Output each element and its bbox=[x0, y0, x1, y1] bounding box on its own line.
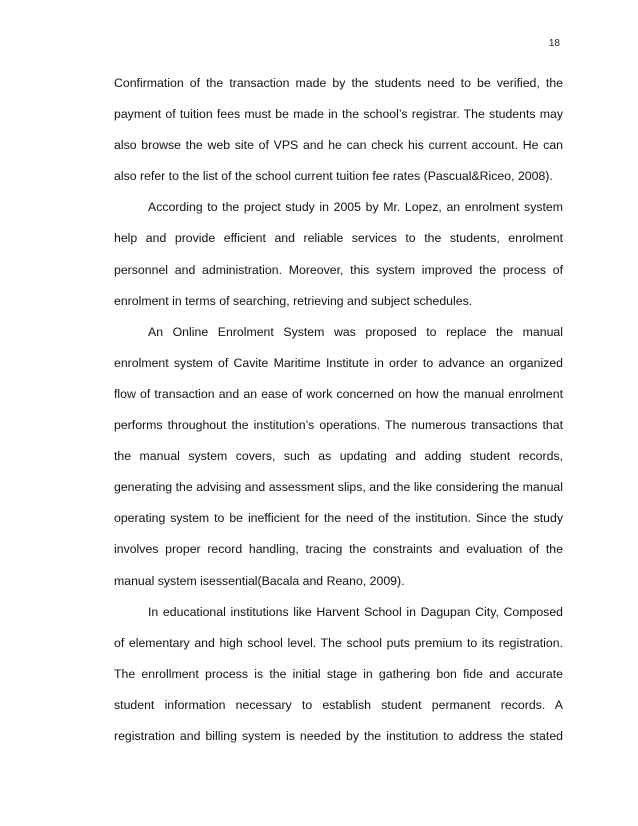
paragraph-lopez-study: According to the project study in 2005 by Mr. Lopez, an enrolment system help and provide efficient and reliable services to the students, enrolment personnel and administration. Moreover, this system improved the process of enrolment in terms of searching, retrieving and subject schedules. bbox=[114, 200, 563, 308]
paragraph-confirmation: Confirmation of the transaction made by the students need to be verified, the payment of tuition fees must be made in the school’s registrar. The students may also browse the web site of VPS and he can check his current account. He can also refer to the list of the school current tuition fee rates (Pascual&Riceo, 2008). bbox=[114, 76, 563, 184]
page-number: 18 bbox=[548, 38, 560, 49]
paragraph-harvent-school: In educational institutions like Harvent School in Dagupan City, Composed of elementary and high school level. The school puts premium to its registration. The enrollment process is the initial stage in gathering bon fide and accurate student information necessary to establish student permanent records. A registration and billing system is needed by the institution to address the stated bbox=[114, 604, 563, 743]
paragraph-online-enrolment: An Online Enrolment System was proposed to replace the manual enrolment system of Cavite Maritime Institute in order to advance an organized flow of transaction and an ease of work concerned on how the manual enrolment performs throughout the institution’s operations. The numerous transactions that the manual system covers, such as updating and adding student records, generating the advising and assessment slips, and the like considering the manual operating system to be inefficient for the need of the institution. Since the study involves proper record handling, tracing the constraints and evaluation of the manual system isessential(Bacala and Reano, 2009). bbox=[114, 324, 563, 588]
body-text bbox=[114, 68, 563, 752]
